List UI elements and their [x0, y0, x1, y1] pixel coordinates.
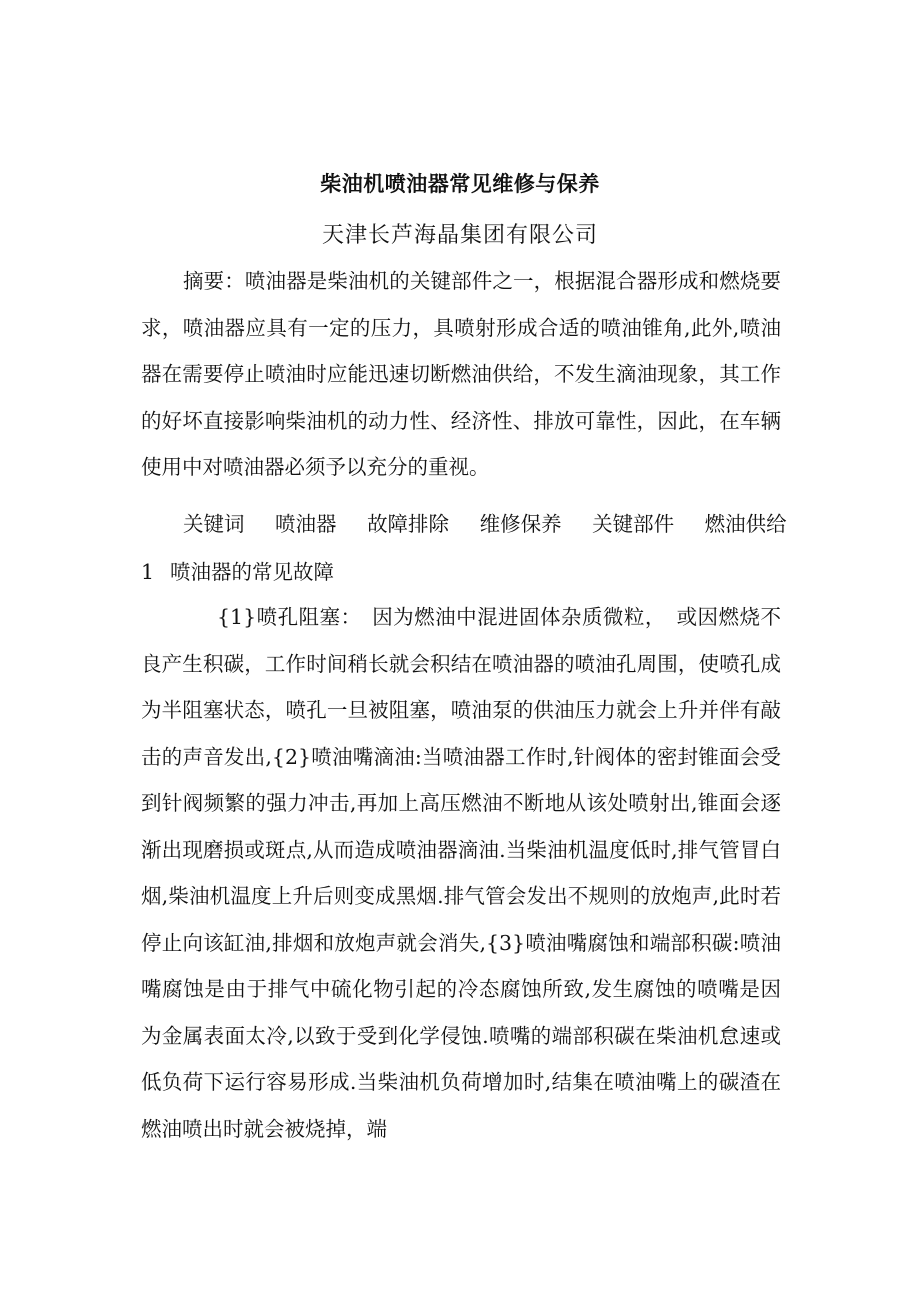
section-paragraph: {1}喷孔阻塞： 因为燃油中混进固体杂质微粒， 或因燃烧不良产生积碳，工作时间稍长就会积结在喷油器的喷油孔周围，使喷孔成为半阻塞状态，喷孔一旦被阻塞，喷油泵的供油压力就会上升并伴有敲击的声音发出,{2}喷油嘴滴油:当喷油器工作时,针阀体的密封锥面会受到针阀频繁的强力冲击,再加上高压燃油不断地从该处喷射出,锥面会逐渐出现磨损或斑点,从而造成喷油器滴油.当柴油机温度低时,排气管冒白烟,柴油机温度上升后则变成黑烟.排气管会发出不规则的放炮声,此时若停止向该缸油,排烟和放炮声就会消失,{3}喷油嘴腐蚀和端部积碳:喷油嘴腐蚀是由于排气中硫化物引起的冷态腐蚀所致,发生腐蚀的喷嘴是因为金属表面太冷,以致于受到化学侵蚀.喷嘴的端部积碳在柴油机怠速或低负荷下运行容易形成.当柴油机负荷增加时,结集在喷油嘴上的碳渣在燃油喷出时就会被烧掉，端	[141, 605, 781, 1141]
abstract-paragraph: 摘要：喷油器是柴油机的关键部件之一，根据混合器形成和燃烧要求，喷油器应具有一定的压力，具喷射形成合适的喷油锥角,此外,喷油器在需要停止喷油时应能迅速切断燃油供给，不发生滴油现象，其工作的好坏直接影响柴油机的动力性、经济性、排放可靠性，因此，在车辆使用中对喷油器必须予以充分的重视。	[141, 269, 781, 479]
keyword-item: 喷油器	[275, 512, 337, 536]
keywords-line	[183, 504, 811, 544]
keyword-item: 燃油供给	[704, 512, 787, 536]
document-title: 柴油机喷油器常见维修与保养	[320, 172, 600, 196]
keyword-item: 故障排除	[367, 512, 450, 536]
section-heading	[141, 552, 334, 592]
keyword-item: 维修保养	[479, 512, 562, 536]
section-title: 喷油器的常见故障	[170, 560, 335, 584]
organization-name: 天津长芦海晶集团有限公司	[321, 223, 598, 248]
keywords-label: 关键词	[183, 512, 245, 536]
section-number: 1	[141, 560, 155, 584]
keyword-item: 关键部件	[592, 512, 675, 536]
